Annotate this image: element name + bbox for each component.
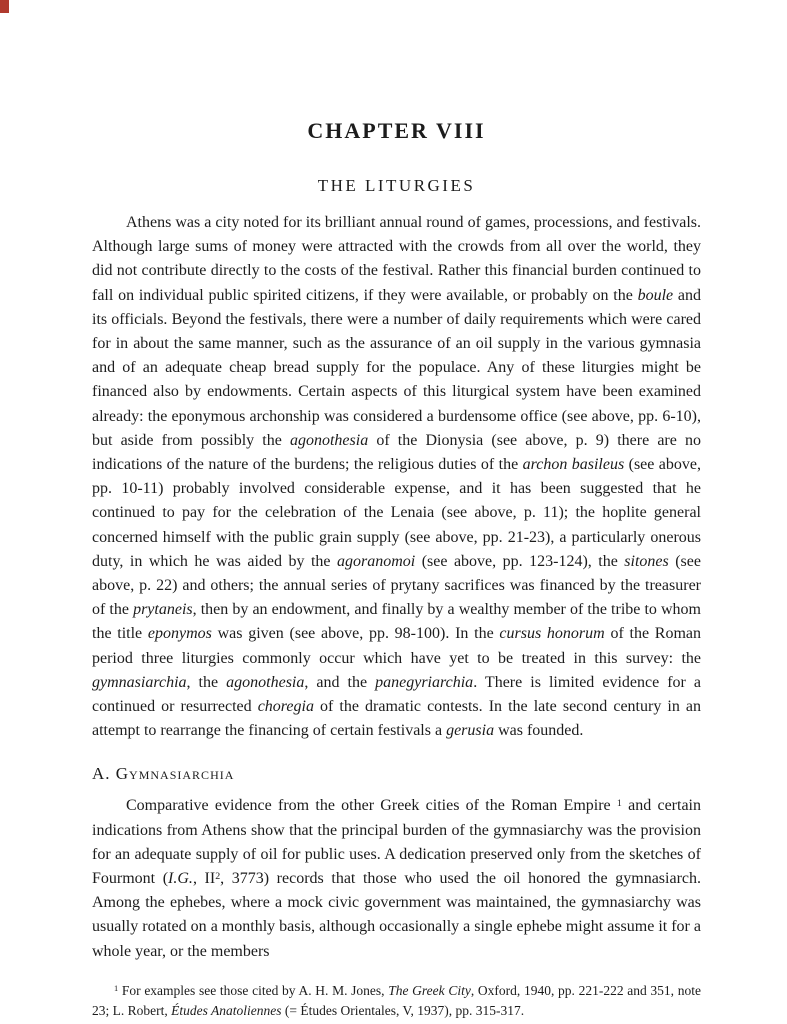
- body-paragraph-1: Athens was a city noted for its brilliant annual round of games, processions, and festivals. Although large sums of money were attracted with the crowds from all over the world, they did not contribute directly to the costs of the festival. Rather this financial burden continued to fall on individual public spirited citizens, if they were available, or probably on the boule and its officials. Beyond the festivals, there were a number of daily requirements which were cared for in about the same manner, such as the assurance of an oil supply in the various gymnasia and of an adequate cheap bread supply for the populace. Any of these liturgies might be financed also by endowments. Certain aspects of this liturgical system have been examined already: the eponymous archonship was considered a burdensome office (see above, pp. 6-10), but aside from possibly the agonothesia of the Dionysia (see above, p. 9) there are no indications of the nature of the burdens; the religious duties of the archon basileus (see above, pp. 10-11) probably involved considerable expense, and it has been suggested that he continued to pay for the celebration of the Lenaia (see above, p. 11); the hoplite general concerned himself with the public grain supply (see above, pp. 21-23), a particularly onerous duty, in which he was aided by the agoranomoi (see above, pp. 123-124), the sitones (see above, p. 22) and others; the annual series of prytany sacrifices was financed by the treasurer of the prytaneis, then by an endowment, and finally by a wealthy member of the tribe to whom the title eponymos was given (see above, pp. 98-100). In the cursus honorum of the Roman period three liturgies commonly occur which have yet to be treated in this survey: the gymnasiarchia, the agonothesia, and the panegyriarchia. There is limited evidence for a continued or resurrected choregia of the dramatic contests. In the late second century in an attempt to rearrange the financing of certain festivals a gerusia was founded.: [92, 214, 702, 740]
- body-paragraph-2: Comparative evidence from the other Greek cities of the Roman Empire $^1$ and certain indications from Athens show that the principal burden of the gymnasiarchy was the provision for an adequate supply of oil for public uses. A dedication preserved only from the sketches of Fourmont (I.G., $II^2$, 3773) records that those who used the oil honored the gymnasiarch. Among the ephebes, where a mock civic government was maintained, the gymnasiarchy was usually rotated on a monthly basis, although occasionally a single ephebe might assume it for a whole year, or the members: [92, 797, 702, 960]
- chapter-title: CHAPTER VIII: [307, 118, 486, 143]
- section-title: THE LITURGIES: [317, 176, 476, 195]
- scan-artifact: [0, 0, 9, 13]
- footnote: $^1$ For examples see those cited by A. H. M. Jones, The Greek City, Oxford, 1940, pp. 221-222 and 351, note 23; L. Robert, Études Anatoliennes (= Études Orientales, V, 1937), pp. 315-317.: [92, 982, 701, 1018]
- subsection-heading: A. Gymnasiarchia: [92, 764, 235, 784]
